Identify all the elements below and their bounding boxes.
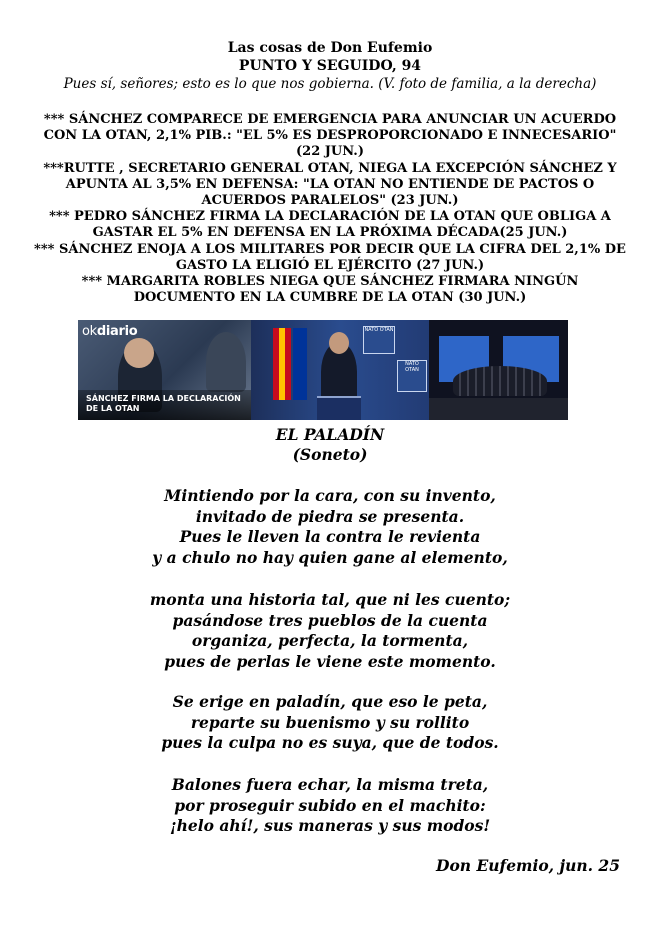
- stanza: [0, 692, 660, 754]
- nato-sign: NATO OTAN: [397, 360, 427, 392]
- figure-head: [329, 332, 349, 354]
- nato-sign: NATO OTAN: [363, 326, 395, 354]
- verse-line: invitado de piedra se presenta.: [195, 506, 465, 526]
- spain-flag-icon: [273, 328, 291, 400]
- headline-item: *** SÁNCHEZ ENOJA A LOS MILITARES POR DECIR QUE LA CIFRA DEL 2,1% DE GASTO LA ELIGIÓ EL EJÉRCITO (27 JUN.): [34, 241, 626, 273]
- headline-item: *** PEDRO SÁNCHEZ FIRMA LA DECLARACIÓN DE LA OTAN QUE OBLIGA A GASTAR EL 5% EN DEFENSA EN LA PRÓXIMA DÉCADA(25 JUN.): [49, 209, 611, 241]
- verse-line: pues la culpa no es suya, que de todos.: [161, 733, 499, 752]
- news-photo-family: [429, 320, 568, 420]
- column-title: Las cosas de Don Eufemio: [227, 40, 433, 56]
- news-photo-signing: [78, 320, 251, 420]
- stanza: [0, 590, 660, 672]
- verse-line: pasándose tres pueblos de la cuenta: [172, 610, 488, 630]
- eu-flag-icon: [293, 328, 307, 400]
- photo-caption: SÁNCHEZ FIRMA LA DECLARACIÓN DE LA OTAN: [78, 390, 251, 420]
- headline-item: ***RUTTE , SECRETARIO GENERAL OTAN, NIEGA LA EXCEPCIÓN SÁNCHEZ Y APUNTA AL 3,5% EN DEFENSA: "LA OTAN NO ENTIENDE DE PACTOS O ACUERDOS PARALELOS" (23 JUN.): [43, 160, 617, 209]
- okdiario-logo: okdiario: [82, 324, 138, 339]
- photo-collage: [78, 320, 568, 420]
- verse-line: ¡helo ahí!, sus maneras y sus modos!: [169, 816, 491, 835]
- poem-heading: [0, 425, 660, 465]
- headlines-block: [30, 112, 630, 306]
- stanza: [0, 775, 660, 837]
- verse-line: Mintiendo por la cara, con su invento,: [164, 486, 496, 505]
- column-number: PUNTO Y SEGUIDO, 94: [238, 58, 422, 74]
- figure-silhouette: [206, 332, 246, 392]
- verse-line: y a chulo no hay quien gane al elemento,: [152, 547, 508, 567]
- intro-caption: Pues sí, señores; esto es lo que nos gobierna. (V. foto de familia, a la derecha): [63, 76, 597, 92]
- podium: [317, 396, 361, 420]
- author-signature: Don Eufemio, jun. 25: [436, 856, 620, 875]
- stanza: [0, 486, 660, 568]
- group-silhouette: [453, 366, 547, 396]
- verse-line: por proseguir subido en el machito:: [174, 795, 486, 815]
- poem-form: (Soneto): [292, 445, 368, 464]
- verse-line: pues de perlas le viene este momento.: [164, 651, 496, 671]
- stage-floor: [429, 398, 568, 420]
- verse-line: monta una historia tal, que ni les cuento;: [149, 590, 511, 609]
- verse-line: Se erige en paladín, que eso le peta,: [172, 692, 488, 711]
- poem-title: EL PALADÍN: [275, 425, 385, 444]
- headline-item: *** MARGARITA ROBLES NIEGA QUE SÁNCHEZ FIRMARA NINGÚN DOCUMENTO EN LA CUMBRE DE LA OTAN (30 JUN.): [81, 274, 579, 306]
- verse-line: Balones fuera echar, la misma treta,: [171, 775, 489, 794]
- news-photo-podium: [251, 320, 429, 420]
- figure-head: [124, 338, 154, 368]
- verse-line: organiza, perfecta, la tormenta,: [191, 631, 469, 650]
- headline-item: *** SÁNCHEZ COMPARECE DE EMERGENCIA PARA ANUNCIAR UN ACUERDO CON LA OTAN, 2,1% PIB.: "EL 5% ES DESPROPORCIONADO E INNECESARIO" (22 JUN.): [43, 112, 617, 160]
- verse-line: reparte su buenismo y su rollito: [190, 712, 470, 732]
- verse-line: Pues le lleven la contra le revienta: [179, 527, 481, 546]
